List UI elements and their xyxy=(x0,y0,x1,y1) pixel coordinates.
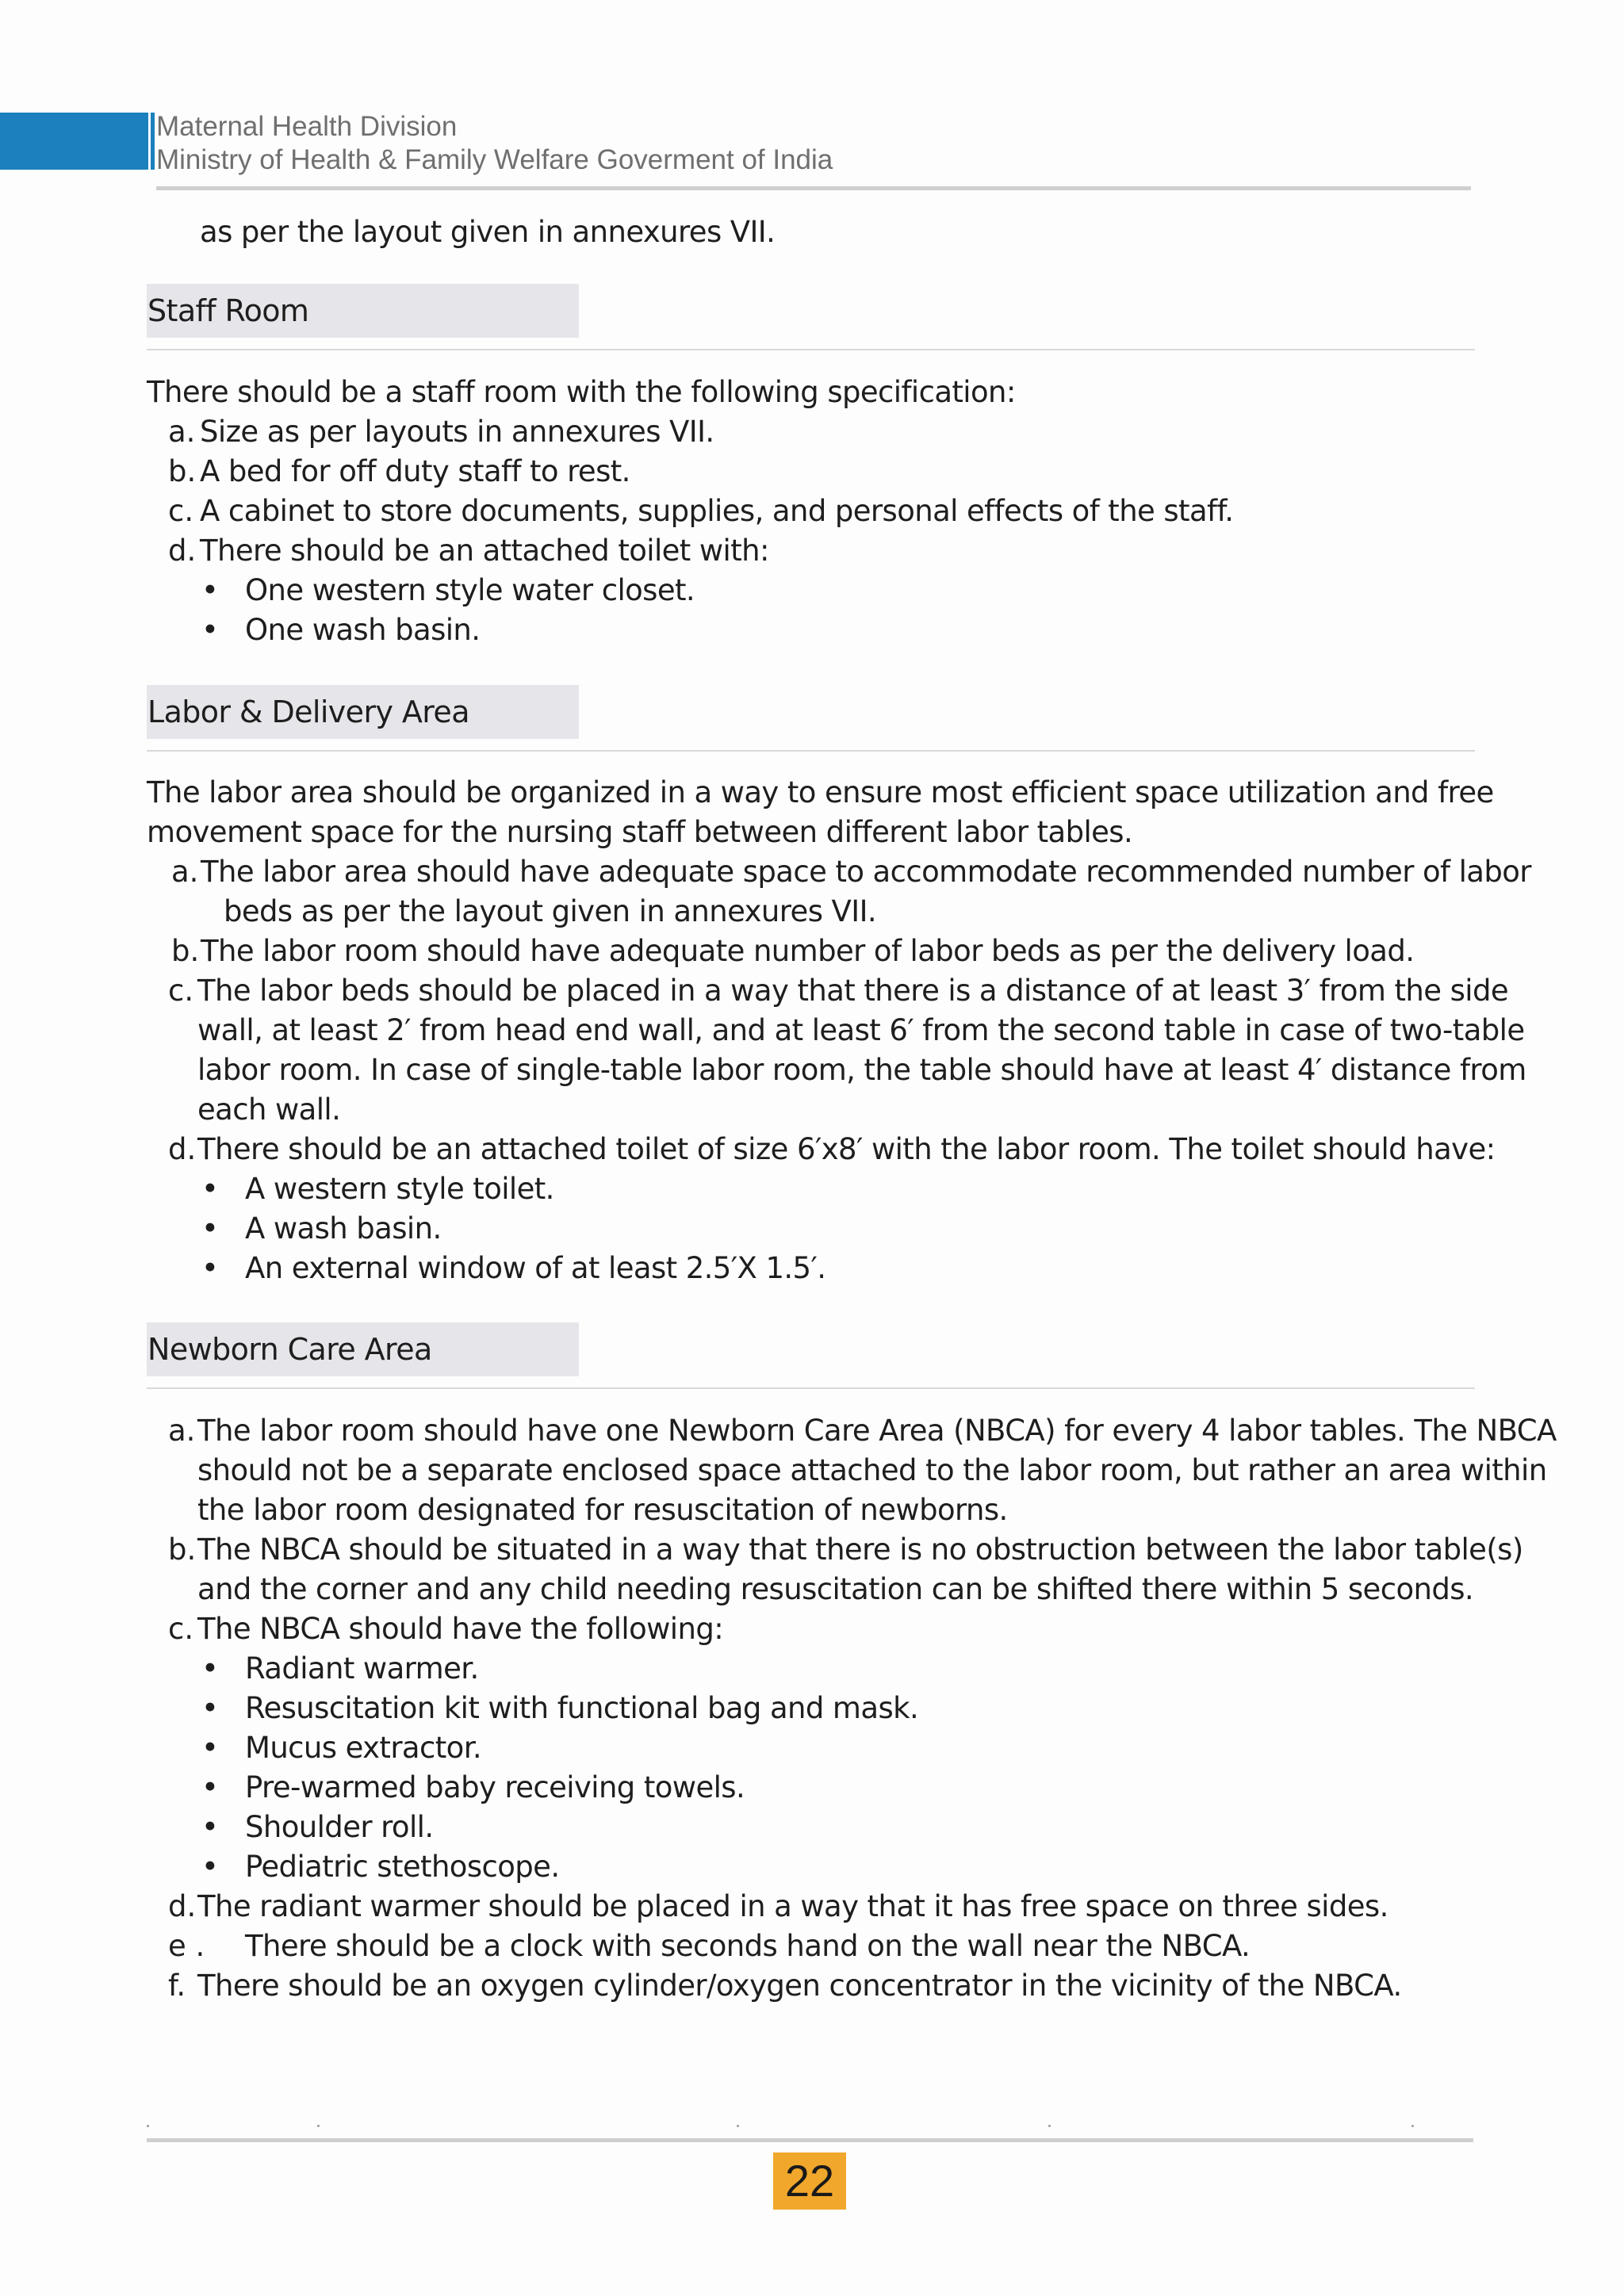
bullet-dot: • xyxy=(201,1651,219,1686)
newborn-item-c-line: The NBCA should have the following: xyxy=(197,1612,724,1646)
header-divider xyxy=(156,186,1471,190)
newborn-item-marker: c. xyxy=(168,1612,194,1646)
labor-intro-line: The labor area should be organized in a way to ensure most efficient space utilization and free xyxy=(147,775,1494,809)
labor-item-marker: b. xyxy=(171,934,200,968)
labor-toilet-bullet: A wash basin. xyxy=(245,1211,442,1246)
footer-dot xyxy=(1411,2125,1414,2127)
staff-room-intro: There should be a staff room with the following specification: xyxy=(147,375,1016,409)
footer-dot xyxy=(317,2125,320,2127)
intro-continuation: as per the layout given in annexures VII. xyxy=(200,215,776,249)
header-ministry-name: Ministry of Health & Family Welfare Goverment of India xyxy=(156,144,833,175)
labor-item-marker: a. xyxy=(171,855,199,889)
newborn-item-marker: d. xyxy=(168,1889,197,1923)
staff-room-divider xyxy=(147,349,1475,350)
nbca-equipment-bullet: Mucus extractor. xyxy=(245,1731,482,1765)
labor-item-b-line: The labor room should have adequate number of labor beds as per the delivery load. xyxy=(201,934,1415,968)
staff-item-marker: b. xyxy=(168,454,197,488)
footer-dot xyxy=(737,2125,739,2127)
labor-item-c-line: wall, at least 2′ from head end wall, and at least 6′ from the second table in case of two-table xyxy=(197,1013,1525,1047)
footer-dot xyxy=(1048,2125,1051,2127)
labor-item-c-line: The labor beds should be placed in a way that there is a distance of at least 3′ from the side xyxy=(197,974,1508,1008)
nbca-equipment-bullet: Resuscitation kit with functional bag and mask. xyxy=(245,1691,919,1725)
bullet-dot: • xyxy=(201,1850,219,1884)
newborn-item-a-line: should not be a separate enclosed space attached to the labor room, but rather an area within xyxy=(197,1453,1547,1487)
staff-toilet-bullet: One wash basin. xyxy=(245,613,481,647)
nbca-equipment-bullet: Radiant warmer. xyxy=(245,1651,479,1686)
staff-item-marker: d. xyxy=(168,534,197,568)
newborn-item-marker: e . xyxy=(168,1929,205,1963)
bullet-dot: • xyxy=(201,1172,219,1206)
staff-item-marker: c. xyxy=(168,494,194,528)
newborn-item-b-line: The NBCA should be situated in a way that there is no obstruction between the labor table(s) xyxy=(197,1533,1523,1567)
newborn-item-e-line: There should be a clock with seconds hand on the wall near the NBCA. xyxy=(245,1929,1251,1963)
bullet-dot: • xyxy=(201,1731,219,1765)
labor-item-a-line: The labor area should have adequate space to accommodate recommended number of labor xyxy=(201,855,1531,889)
staff-item-text: There should be an attached toilet with: xyxy=(200,534,769,568)
labor-heading: Labor & Delivery Area xyxy=(147,695,469,729)
newborn-heading: Newborn Care Area xyxy=(147,1332,432,1367)
newborn-item-marker: a. xyxy=(168,1414,196,1448)
footer-divider xyxy=(147,2138,1473,2142)
bullet-dot: • xyxy=(201,1770,219,1804)
bullet-dot: • xyxy=(201,1691,219,1725)
bullet-dot: • xyxy=(201,1211,219,1246)
newborn-divider xyxy=(147,1387,1475,1389)
bullet-dot: • xyxy=(201,573,219,607)
staff-toilet-bullet: One western style water closet. xyxy=(245,573,695,607)
bullet-dot: • xyxy=(201,1251,219,1285)
labor-item-d-line: There should be an attached toilet of size 6′x8′ with the labor room. The toilet should have: xyxy=(197,1132,1496,1166)
staff-item-text: A bed for off duty staff to rest. xyxy=(200,454,630,488)
labor-toilet-bullet: An external window of at least 2.5′X 1.5′. xyxy=(245,1251,826,1285)
labor-divider xyxy=(147,750,1475,752)
header-accent-bar xyxy=(151,113,155,170)
newborn-item-marker: b. xyxy=(168,1533,197,1567)
labor-item-a-line: beds as per the layout given in annexures VII. xyxy=(224,894,877,928)
nbca-equipment-bullet: Shoulder roll. xyxy=(245,1810,434,1844)
labor-item-c-line: each wall. xyxy=(197,1093,341,1127)
labor-intro-line: movement space for the nursing staff between different labor tables. xyxy=(147,815,1133,849)
footer-dot-marks xyxy=(147,2125,1475,2133)
bullet-dot: • xyxy=(201,1810,219,1844)
nbca-equipment-bullet: Pre-warmed baby receiving towels. xyxy=(245,1770,745,1804)
labor-item-marker: d. xyxy=(168,1132,197,1166)
newborn-item-f-line: There should be an oxygen cylinder/oxygen concentrator in the vicinity of the NBCA. xyxy=(197,1969,1402,2003)
staff-room-heading: Staff Room xyxy=(147,293,309,328)
staff-item-marker: a. xyxy=(168,415,196,449)
labor-toilet-bullet: A western style toilet. xyxy=(245,1172,554,1206)
nbca-equipment-bullet: Pediatric stethoscope. xyxy=(245,1850,560,1884)
labor-item-c-line: labor room. In case of single-table labor room, the table should have at least 4′ distance from xyxy=(197,1053,1526,1087)
labor-item-marker: c. xyxy=(168,974,194,1008)
page-number: 22 xyxy=(784,2156,835,2206)
header-org-name: Maternal Health Division xyxy=(156,111,458,142)
newborn-item-a-line: The labor room should have one Newborn Care Area (NBCA) for every 4 labor tables. The NBCA xyxy=(197,1414,1557,1448)
newborn-item-a-line: the labor room designated for resuscitation of newborns. xyxy=(197,1493,1008,1527)
staff-item-text: A cabinet to store documents, supplies, and personal effects of the staff. xyxy=(200,494,1234,528)
newborn-item-marker: f. xyxy=(168,1969,186,2003)
bullet-dot: • xyxy=(201,613,219,647)
header-color-band xyxy=(0,113,148,170)
newborn-item-d-line: The radiant warmer should be placed in a way that it has free space on three sides. xyxy=(197,1889,1388,1923)
staff-item-text: Size as per layouts in annexures VII. xyxy=(200,415,714,449)
newborn-item-b-line: and the corner and any child needing resuscitation can be shifted there within 5 seconds. xyxy=(197,1572,1474,1606)
footer-dot xyxy=(147,2125,149,2127)
